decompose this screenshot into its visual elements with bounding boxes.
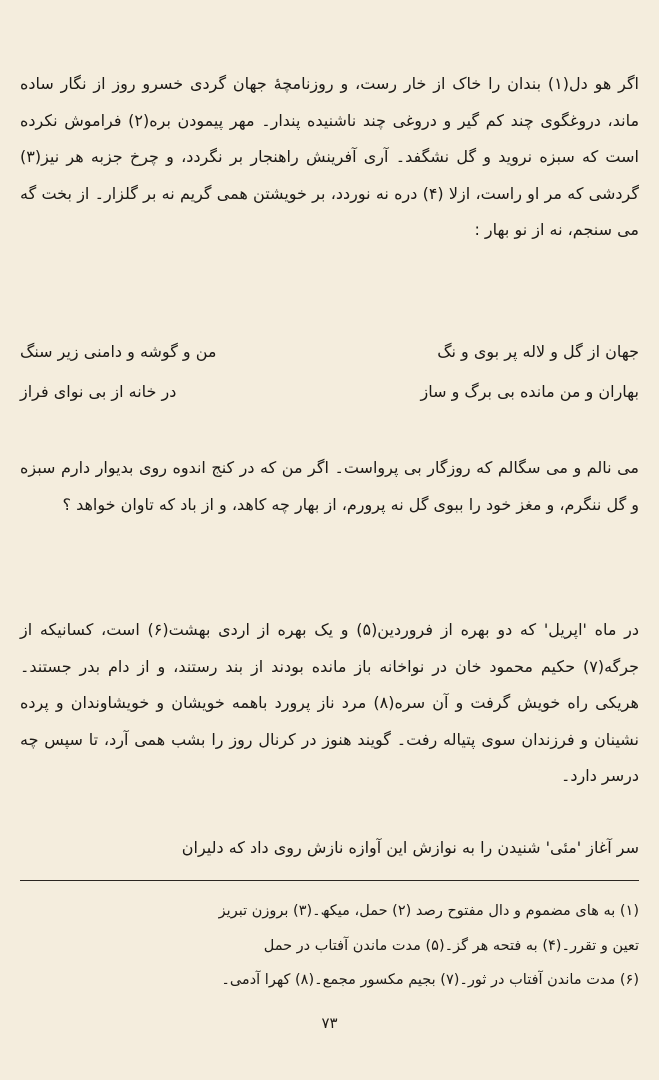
poem-hemistich-left: من و گوشه و دامنی زیر سنگ: [20, 342, 217, 361]
poem-hemistich-right: بهاران و من مانده بی برگ و ساز: [420, 382, 639, 401]
page-number: ۷۳: [321, 1014, 338, 1032]
poem-hemistich-right: جهان از گل و لاله پر بوی و نگ: [437, 342, 639, 361]
poem-couplets: [20, 332, 639, 412]
paragraph-2: می نالم و می سگالم که روزگار بی پرواست۔ اگر من که در کنج اندوه روی بدیوار دارم سبزه و گل ننگرم، و مغز خود را ببوی گل نه پرورم، از بهار چه کاهد، و از باد که تاوان خواهد ؟: [20, 458, 639, 514]
poem-line: [20, 372, 639, 412]
footnote-line: (۱) به های مضموم و دال مفتوح رصد (۲) حمل، میکھ۔(۳) بروزن تبریز: [218, 903, 639, 919]
paragraph-4: سر آغاز 'مئی' شنیدن را به نوازش این آوازه نازش روی داد که دلیران: [181, 838, 639, 857]
poem-line: [20, 332, 639, 372]
footnotes: [20, 894, 639, 998]
footnote-line: (۶) مدت ماندن آفتاب در ثور۔(۷) بجیم مکسور مجمع۔(۸) کهرا آدمی۔: [221, 972, 639, 988]
poem-hemistich-left: در خانه از بی نوای فراز: [20, 382, 177, 401]
paragraph-1: اگر هو دل(۱) بندان را خاک از خار رست، و روزنامچهٔ جهان گردی خسرو روز از نگار ساده ماند، دروغگوی چند کم گیر و دروغی چند ناشنیده پندار۔ مهر پیمودن بره(۲) فراموش نکرده است که سبزه نروید و گل نشگفد۔ آری آفرینش راهنجار بر نگردد، و چرخ جزبه هر نیز(۳) گردشی که مر او راست، ازلا (۴) دره نه نوردد، بر خویشتن همی گریم نه بر گلزار۔ از بخت گه می سنجم، نه از نو بهار :: [20, 74, 640, 239]
footnote-line: تعین و تقرر۔(۴) به فتحه هر گز۔(۵) مدت ماندن آفتاب در حمل: [263, 937, 639, 954]
paragraph-3: در ماه 'اپریل' که دو بهره از فروردین(۵) و یک بهره از اردی بهشت(۶) است، کسانیکه از جرگه(۷) حکیم محمود خان در نواخانه باز مانده بودند از بند رستند، و از دام بدر جستند۔ هریکی راه خویش گرفت و آن سره(۸) مرد ناز پرورد باهمه خویشان و خویشاوندان و پرده نشینان و فرزندان سوی پتیاله رفت۔ گویند هنوز در کرنال روز را بشب همی آرد، تا سپس چه درسر دارد۔: [20, 620, 640, 785]
footnote-divider: [20, 880, 639, 881]
